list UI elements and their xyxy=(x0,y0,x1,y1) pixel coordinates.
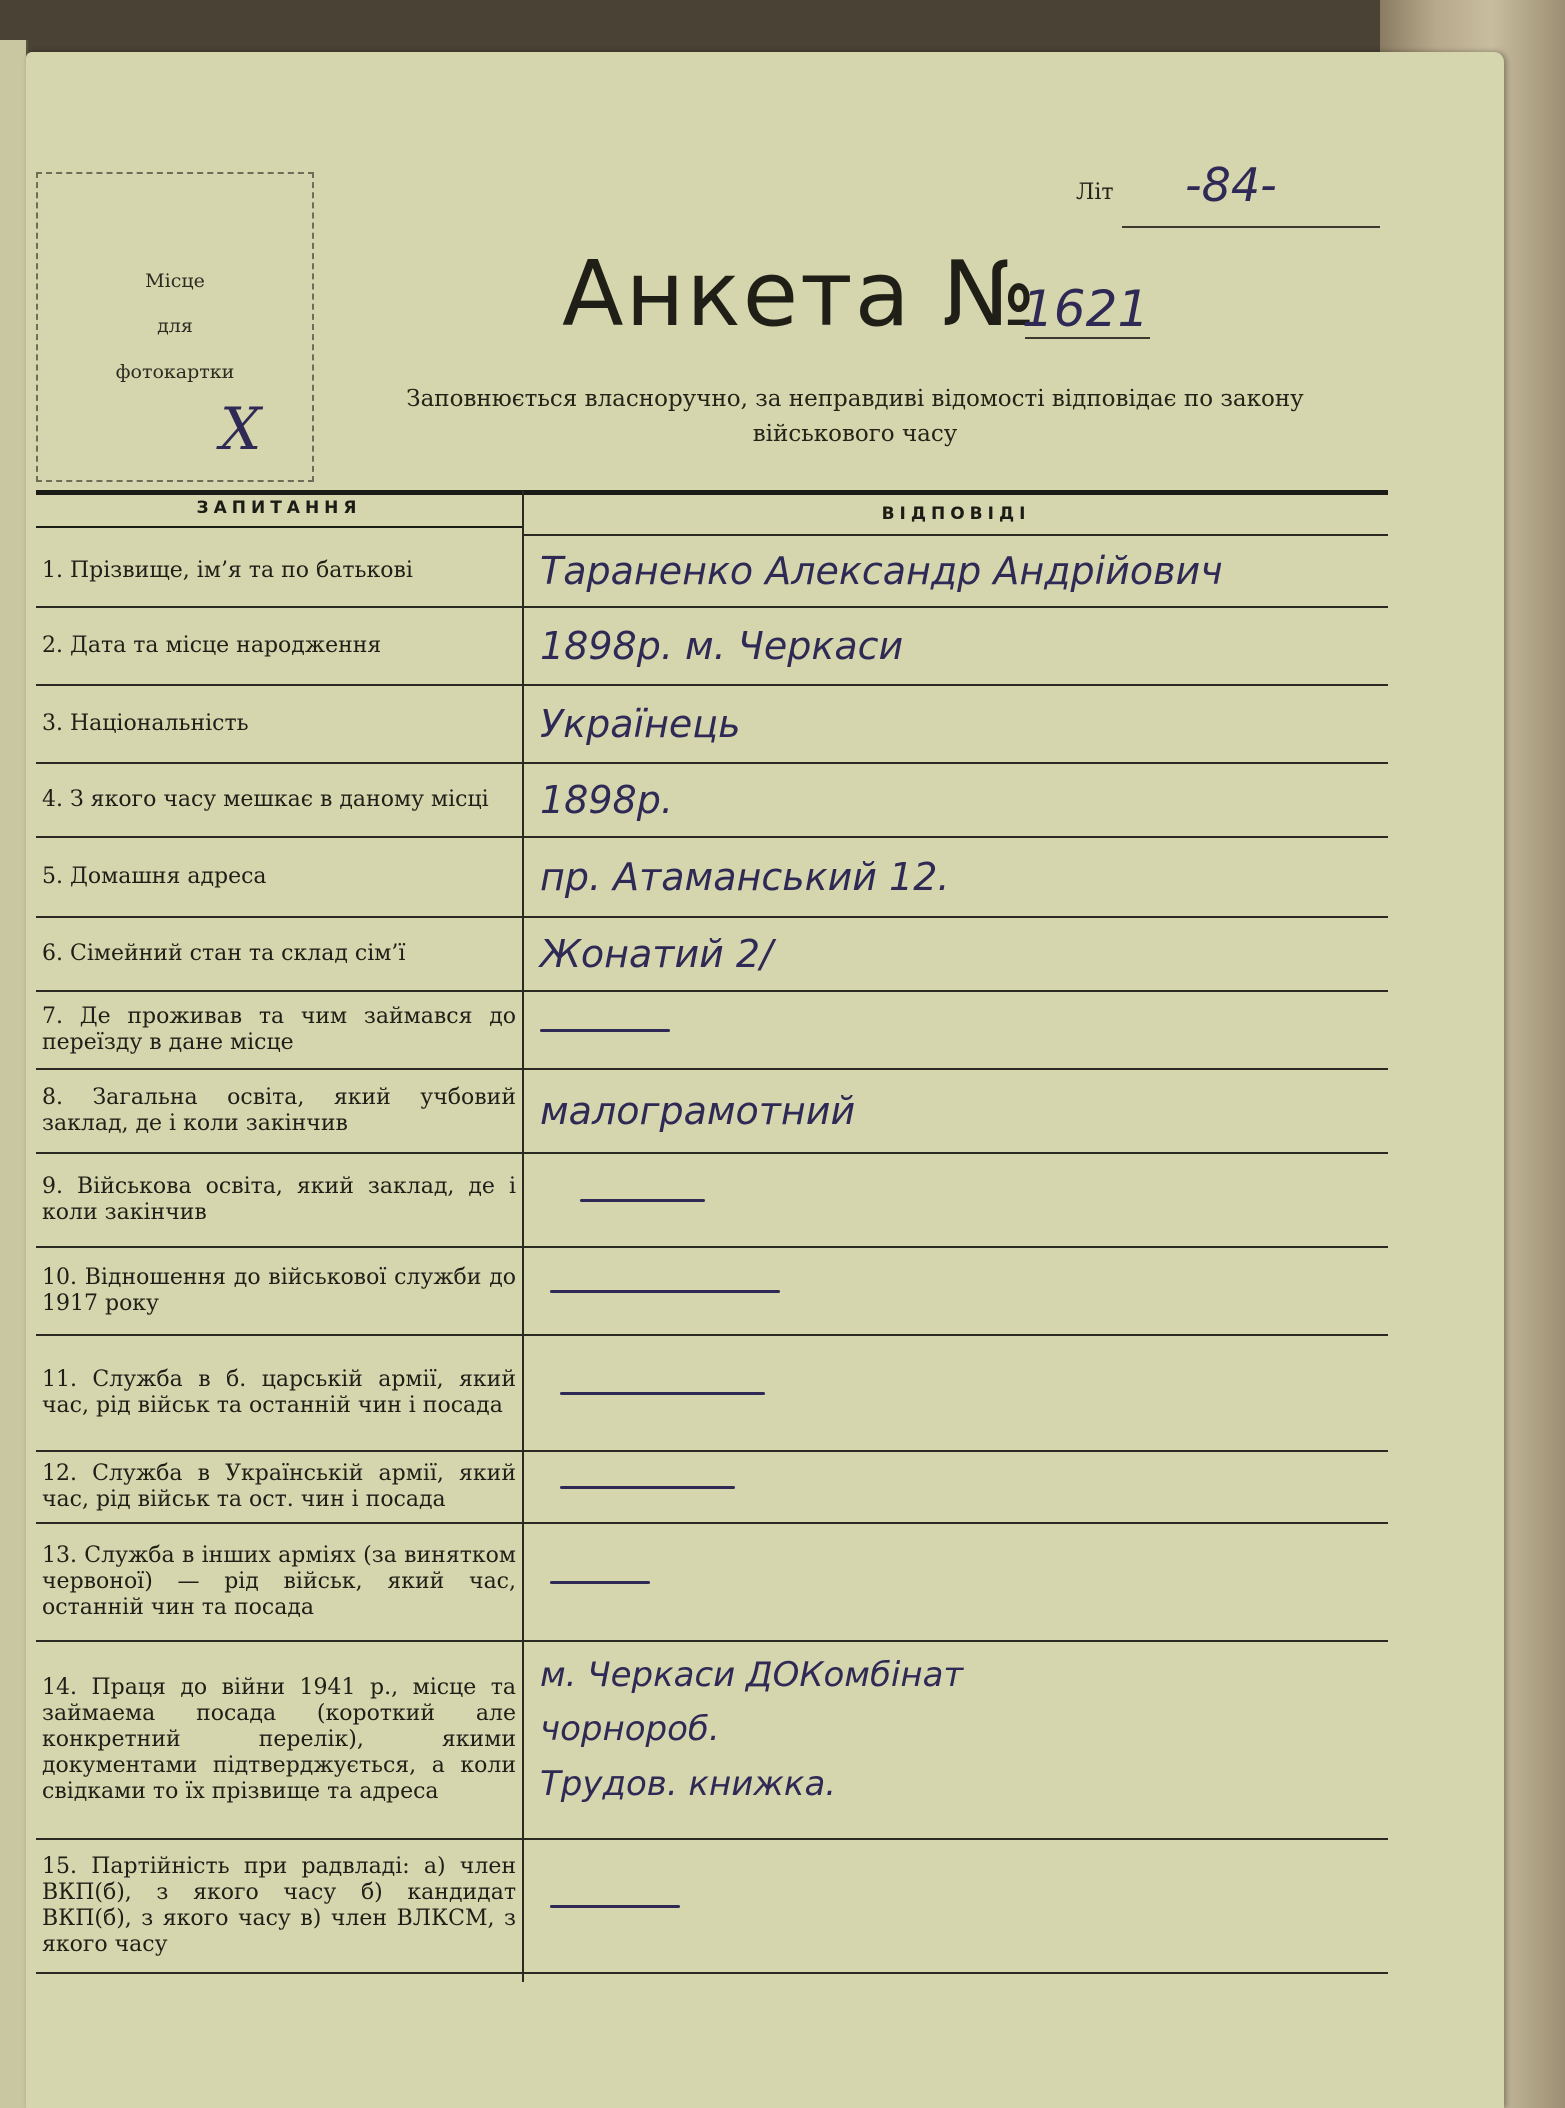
question-cell: 5. Домашня адреса xyxy=(42,864,267,890)
table-row xyxy=(36,764,1388,838)
empty-answer-dash xyxy=(540,1029,670,1032)
answer-cell: пр. Атаманський 12. xyxy=(540,855,950,899)
question-cell: 4. З якого часу мешкає в даному місці xyxy=(42,787,489,813)
question-cell: 15. Партійність при радвладі: а) член ВКП(б), з якого часу б) кандидат ВКП(б), з якого часу в) член ВЛКСМ, з якого часу xyxy=(42,1854,516,1957)
table-row xyxy=(36,1248,1388,1336)
empty-answer-dash xyxy=(580,1199,705,1202)
answer-cell xyxy=(540,1452,1380,1522)
table-row xyxy=(36,992,1388,1070)
photo-label-1: Місце xyxy=(145,269,205,292)
question-cell: 12. Служба в Українській армії, який час, рід військ та ост. чин і посада xyxy=(42,1461,516,1512)
questionnaire-number: 1621 xyxy=(1022,280,1150,338)
question-cell: 11. Служба в б. царській армії, який час, рід військ та останній чин і посада xyxy=(42,1367,516,1418)
answer-cell: 1898р. xyxy=(540,778,673,822)
photo-label-3: фотокартки xyxy=(115,360,235,383)
answer-cell: Тараненко Александр Андрійович xyxy=(540,549,1223,593)
empty-answer-dash xyxy=(560,1392,765,1395)
photo-cross-mark: X xyxy=(220,395,262,463)
page-title: Анкета № xyxy=(562,242,1038,347)
question-cell: 1. Прізвище, ім’я та по батькові xyxy=(42,558,413,584)
questions-header-rule xyxy=(36,526,522,528)
question-cell: 10. Відношення до військової служби до 1917 року xyxy=(42,1265,516,1316)
answer-cell xyxy=(540,1840,1380,1972)
answer-cell: м. Черкаси ДОКомбінат чорнороб. Трудов. книжка. xyxy=(540,1655,964,1804)
questions-header: ЗАПИТАННЯ xyxy=(196,498,362,518)
questionnaire-table xyxy=(36,490,1400,1982)
answer-cell: Українець xyxy=(540,702,741,746)
photo-label-2: для xyxy=(157,315,193,338)
answer-cell xyxy=(540,1524,1380,1640)
empty-answer-dash xyxy=(550,1905,680,1908)
answer-cell xyxy=(540,1336,1380,1450)
question-cell: 7. Де проживав та чим займався до переїзду в дане місце xyxy=(42,1004,516,1055)
question-cell: 13. Служба в інших арміях (за винятком червоної) — рід військ, який час, останній чин та посада xyxy=(42,1543,516,1620)
table-row xyxy=(36,838,1388,918)
previous-page-edge xyxy=(0,40,28,2108)
table-row xyxy=(36,686,1388,764)
sheet-number: -84- xyxy=(1185,158,1277,212)
answer-cell xyxy=(540,992,1380,1068)
answer-cell: 1898р. м. Черкаси xyxy=(540,624,904,668)
answers-header: ВІДПОВІДІ xyxy=(881,504,1031,524)
table-row xyxy=(36,536,1388,608)
question-cell: 14. Праця до війни 1941 р., місце та займаема посада (короткий але конкретний перелік), якими документами підтверджується, а коли свідками то їх прізвище та адреса xyxy=(42,1675,516,1804)
table-row xyxy=(36,1452,1388,1524)
table-row xyxy=(36,1154,1388,1248)
question-cell: 6. Сімейний стан та склад сім’ї xyxy=(42,941,406,967)
empty-answer-dash xyxy=(550,1290,780,1293)
instructions: Заповнюється власноручно, за неправдиві відомості відповідає по закону військового часу xyxy=(406,386,1304,447)
answer-cell: малограмотний xyxy=(540,1089,856,1133)
table-row xyxy=(36,1840,1388,1974)
table-row xyxy=(36,608,1388,686)
number-underline xyxy=(1025,337,1150,339)
answer-cell: Жонатий 2/ xyxy=(540,932,773,976)
table-row xyxy=(36,1336,1388,1452)
answer-cell xyxy=(540,1154,1380,1246)
empty-answer-dash xyxy=(550,1581,650,1584)
table-row xyxy=(36,1524,1388,1642)
answer-cell xyxy=(540,1248,1380,1334)
table-row xyxy=(36,1070,1388,1154)
photo-placeholder xyxy=(36,172,314,482)
question-cell: 2. Дата та місце народження xyxy=(42,633,382,659)
sheet-label: Літ xyxy=(1076,180,1114,205)
table-row xyxy=(36,918,1388,992)
table-row xyxy=(36,1642,1388,1840)
sheet-number-line xyxy=(1122,226,1380,228)
question-cell: 8. Загальна освіта, який учбовий заклад, де і коли закінчив xyxy=(42,1085,516,1136)
question-cell: 3. Національність xyxy=(42,711,249,737)
question-cell: 9. Військова освіта, який заклад, де і коли закінчив xyxy=(42,1174,516,1225)
empty-answer-dash xyxy=(560,1486,735,1489)
